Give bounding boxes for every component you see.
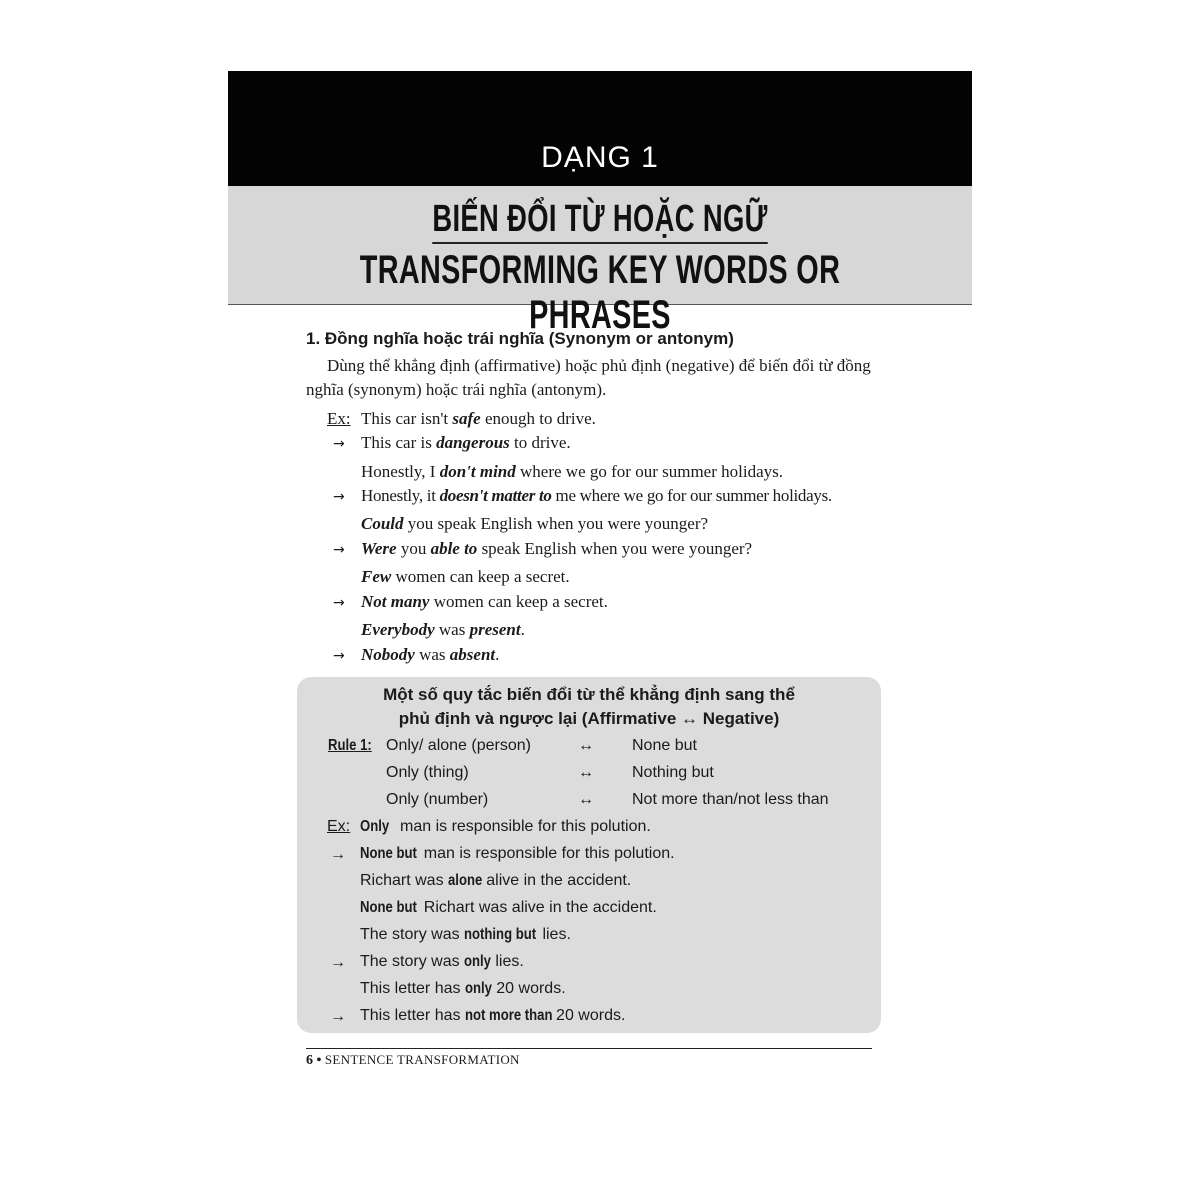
- rule-left-term: Only (number): [386, 791, 489, 808]
- rule-left-term: Only/ alone (person): [386, 737, 531, 754]
- example-sentence: This car is dangerous to drive.: [361, 433, 571, 452]
- page-number: 6: [306, 1053, 313, 1068]
- footer-rule: [306, 1048, 872, 1049]
- rule-example-sentence: This letter has not more than 20 words.: [360, 1007, 626, 1024]
- footer-bullet: •: [316, 1053, 322, 1068]
- rule-label: Rule 1:: [328, 737, 372, 754]
- rule-example-sentence: The story was nothing but lies.: [360, 926, 571, 943]
- rule-example-sentence: Only man is responsible for this polution.: [360, 818, 651, 835]
- chapter-title-vietnamese: BIẾN ĐỔI TỪ HOẶC NGỮ: [332, 198, 868, 241]
- example-sentence: Everybody was present.: [361, 620, 525, 639]
- section-intro: Dùng thể khẳng định (affirmative) hoặc phủ định (negative) để biến đổi từ đồng nghĩa (synonym) hoặc trái nghĩa (antonym).: [306, 356, 871, 399]
- arrow-icon: →: [330, 1008, 346, 1025]
- arrow-icon: →: [333, 436, 345, 452]
- example-sentence: Honestly, it doesn't matter to me where we go for our summer holidays.: [361, 486, 832, 505]
- arrow-icon: →: [333, 595, 345, 611]
- rule-right-term: Nothing but: [632, 764, 714, 781]
- rule-example-sentence: None but Richart was alive in the accident.: [360, 899, 657, 916]
- arrow-icon: →: [330, 846, 346, 863]
- arrow-icon: →: [333, 648, 345, 664]
- example-label: Ex:: [327, 409, 351, 428]
- arrow-icon: →: [330, 954, 346, 971]
- example-sentence: Honestly, I don't mind where we go for our summer holidays.: [361, 462, 783, 481]
- rule-right-term: Not more than/not less than: [632, 791, 829, 808]
- double-arrow-icon: ↔: [578, 737, 594, 754]
- rule-example-sentence: The story was only lies.: [360, 953, 524, 970]
- example-sentence: This car isn't safe enough to drive.: [361, 409, 596, 428]
- example-sentence: Few women can keep a secret.: [361, 567, 570, 586]
- rule-left-term: Only (thing): [386, 764, 469, 781]
- rules-box-title: phủ định và ngược lại (Affirmative ↔ Negative): [398, 709, 780, 728]
- rule-right-term: None but: [632, 737, 697, 754]
- arrow-icon: →: [333, 542, 345, 558]
- rules-box-title: Một số quy tắc biến đổi từ thể khẳng định sang thể: [383, 685, 795, 704]
- rule-example-sentence: Richart was alone alive in the accident.: [360, 872, 632, 889]
- chapter-title-english: TRANSFORMING KEY WORDS OR PHRASES: [359, 248, 841, 337]
- example-sentence: Not many women can keep a secret.: [361, 592, 608, 611]
- page-footer: [306, 1052, 520, 1069]
- example-label: Ex:: [327, 818, 351, 835]
- rule-example-sentence: This letter has only 20 words.: [360, 980, 566, 997]
- section-heading: 1. Đồng nghĩa hoặc trái nghĩa (Synonym or antonym): [306, 329, 734, 348]
- double-arrow-icon: ↔: [578, 764, 594, 781]
- double-arrow-icon: ↔: [578, 791, 594, 808]
- example-sentence: Were you able to speak English when you were younger?: [361, 539, 753, 558]
- chapter-unit-label: DẠNG 1: [541, 141, 659, 174]
- book-title: SENTENCE TRANSFORMATION: [324, 1052, 520, 1067]
- example-sentence: Could you speak English when you were younger?: [361, 514, 709, 533]
- arrow-icon: →: [333, 489, 345, 505]
- rule-example-sentence: None but man is responsible for this polution.: [360, 845, 675, 862]
- example-sentence: Nobody was absent.: [361, 645, 500, 664]
